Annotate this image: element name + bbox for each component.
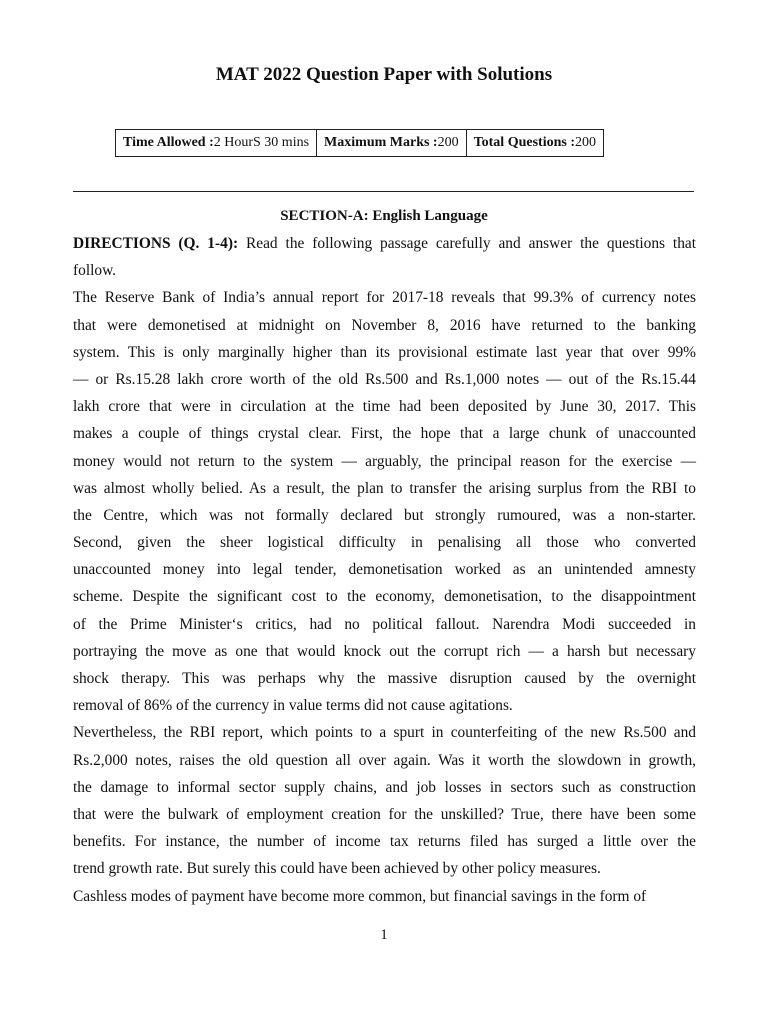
passage-line: the damage to informal sector supply chains, and job losses in sectors such as construction (73, 778, 696, 796)
exam-info-table (115, 129, 604, 157)
passage-line: money would not return to the system — arguably, the principal reason for the exercise — (73, 452, 696, 470)
passage-line: lakh crore that were in circulation at the time had been deposited by June 30, 2017. This (73, 398, 696, 416)
passage-line: shock therapy. This was perhaps why the massive disruption caused by the overnight (73, 670, 696, 687)
page-number: 1 (380, 927, 388, 943)
passage-line: — or Rs.15.28 lakh crore worth of the old Rs.500 and Rs.1,000 notes — out of the Rs.15.44 (73, 370, 696, 388)
passage-line: trend growth rate. But surely this could have been achieved by other policy measures. (73, 860, 601, 878)
time-allowed-value: 2 HourS 30 mins (213, 135, 310, 150)
passage-line: of the Prime Minister‘s critics, had no political fallout. Narendra Modi succeeded in (73, 615, 696, 633)
passage-line: system. This is only marginally higher than its provisional estimate last year that over 99% (73, 343, 696, 361)
passage-lines (73, 284, 696, 909)
passage-line: portraying the move as one that would knock out the corrupt rich — a harsh but necessary (73, 642, 696, 660)
passage-line: Rs.2,000 notes, raises the old question all over again. Was it worth the slowdown in growth, (73, 751, 696, 769)
passage-line: was almost wholly belied. As a result, the plan to transfer the arising surplus from the RBI to (73, 479, 696, 497)
passage-line: The Reserve Bank of India’s annual report for 2017-18 reveals that 99.3% of currency notes (73, 289, 696, 307)
page-title: MAT 2022 Question Paper with Solutions (215, 64, 553, 85)
passage-line: that were the bulwark of employment creation for the unskilled? True, there have been some (73, 805, 696, 823)
maximum-marks-cell (317, 130, 467, 157)
passage-line: unaccounted money into legal tender, demonetisation worked as an unintended amnesty (73, 561, 696, 579)
passage-line: removal of 86% of the currency in value terms did not cause agitations. (73, 697, 513, 715)
passage-line: Cashless modes of payment have become more common, but financial savings in the form of (73, 887, 647, 905)
directions-line-continued: follow. (73, 262, 117, 280)
time-allowed-cell (116, 130, 317, 157)
time-allowed-label: Time Allowed : (123, 135, 214, 150)
directions-text: Read the following passage carefully and answer the questions that (238, 235, 697, 252)
passage-line: the Centre, which was not formally declared but strongly rumoured, was a non-starter. (73, 506, 696, 524)
passage-line: makes a couple of things crystal clear. First, the hope that a large chunk of unaccounted (73, 425, 696, 443)
section-heading: SECTION-A: English Language (280, 208, 488, 224)
maximum-marks-value: 200 (437, 135, 459, 150)
passage-body (73, 230, 696, 910)
exam-info-row (116, 130, 604, 157)
total-questions-value: 200 (574, 135, 596, 150)
passage-line: that were demonetised at midnight on November 8, 2016 have returned to the banking (73, 316, 696, 334)
total-questions-cell (466, 130, 603, 157)
directions-label: DIRECTIONS (Q. 1-4): (73, 235, 239, 252)
total-questions-label: Total Questions : (473, 135, 575, 150)
passage-line: benefits. For instance, the number of income tax returns filed has surged a little over the (73, 833, 696, 851)
passage-line: Nevertheless, the RBI report, which points to a spurt in counterfeiting of the new Rs.500 and (73, 724, 696, 742)
horizontal-divider (73, 191, 694, 192)
passage-line: scheme. Despite the significant cost to the economy, demonetisation, to the disappointment (73, 588, 696, 606)
maximum-marks-label: Maximum Marks : (324, 135, 438, 150)
directions-line (73, 230, 696, 257)
passage-line: Second, given the sheer logistical difficulty in penalising all those who converted (73, 534, 696, 552)
